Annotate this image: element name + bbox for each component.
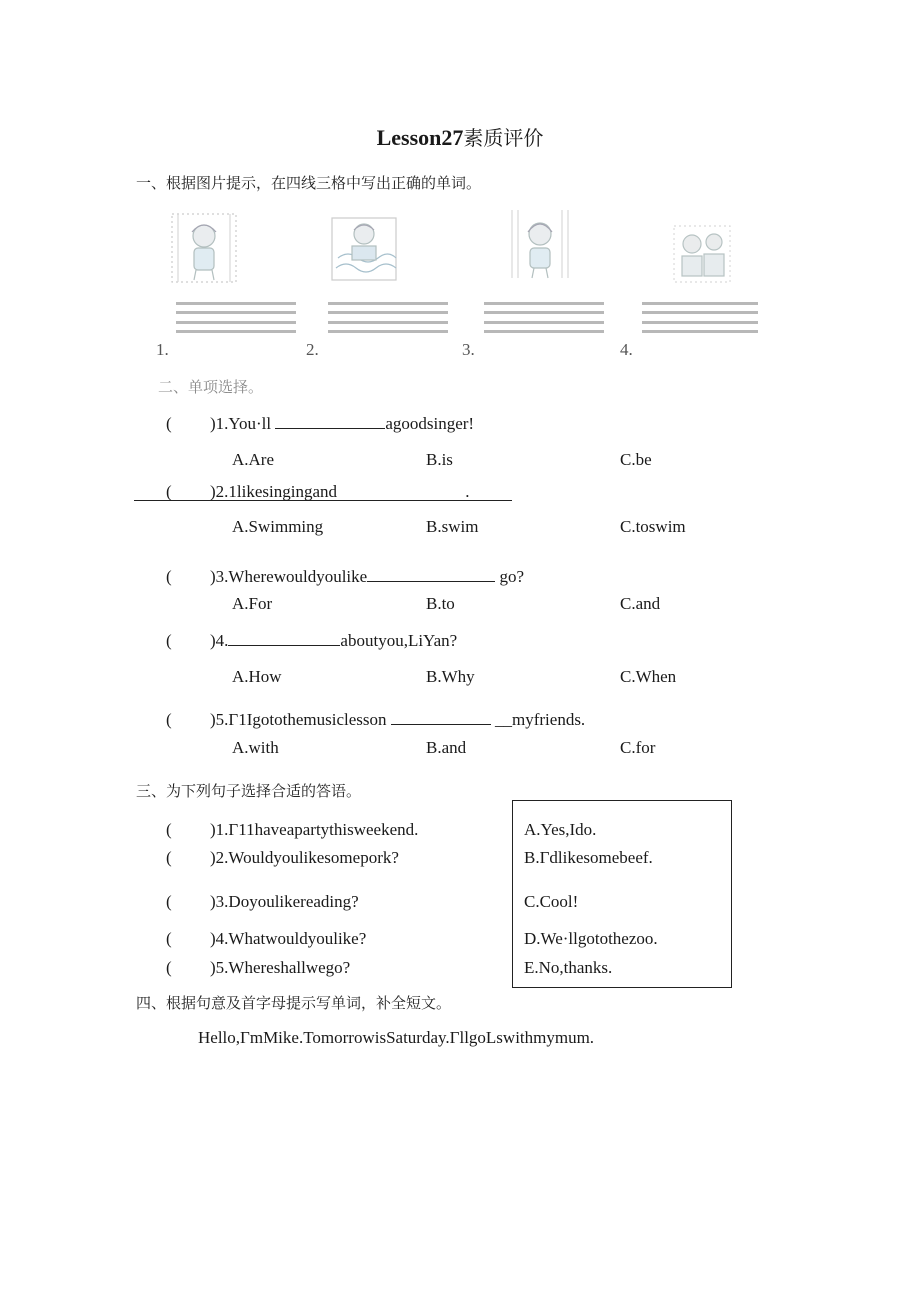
item-number-1: 1.: [156, 340, 169, 359]
answer-paren[interactable]: (: [166, 958, 172, 977]
answer-paren[interactable]: (: [166, 482, 172, 501]
match-question-4: )4.Whatwouldyoulike?: [210, 929, 367, 948]
option-c[interactable]: C.and: [620, 594, 661, 613]
item-number-3: 3.: [462, 340, 475, 359]
match-question-2: )2.Wouldyoulikesomepork?: [210, 848, 399, 867]
question-text-after: go?: [499, 567, 524, 586]
option-b[interactable]: B.swim: [426, 517, 479, 536]
writing-lines-2[interactable]: [328, 302, 448, 339]
option-b[interactable]: B.Why: [426, 667, 475, 686]
fill-blank[interactable]: [367, 580, 495, 582]
answer-choice-c: C.Cool!: [524, 892, 579, 911]
option-c[interactable]: C.toswim: [620, 517, 686, 536]
answer-choice-a: A.Yes,Ido.: [524, 820, 597, 839]
option-a[interactable]: A.with: [232, 738, 279, 757]
item-number-2: 2.: [306, 340, 319, 359]
option-c[interactable]: C.be: [620, 450, 652, 469]
answer-paren[interactable]: (: [166, 414, 172, 433]
match-question-1: )1.Γ11haveapartythisweekend.: [210, 820, 419, 839]
picture-3-reading-girl: [506, 208, 574, 280]
option-b[interactable]: B.and: [426, 738, 467, 757]
option-a[interactable]: A.For: [232, 594, 273, 613]
question-1: [210, 414, 474, 434]
option-a[interactable]: A.Swimming: [232, 517, 324, 536]
question-text: )2.1likesingingand: [210, 482, 338, 501]
fill-blank[interactable]: [275, 427, 385, 429]
option-c[interactable]: C.for: [620, 738, 656, 757]
question-text: )1.You·ll: [210, 414, 272, 433]
answer-paren[interactable]: (: [166, 820, 172, 839]
question-text: )3.Wherewouldyoulike: [210, 567, 368, 586]
answer-choice-d: D.We·llgotothezoo.: [524, 929, 658, 948]
fill-blank[interactable]: [391, 723, 491, 725]
item-number-4: 4.: [620, 340, 633, 359]
question-text-after: agoodsinger!: [385, 414, 475, 433]
option-c[interactable]: C.When: [620, 667, 677, 686]
question-text-after: aboutyou,LiYan?: [340, 631, 458, 650]
match-question-5: )5.Whereshallwego?: [210, 958, 351, 977]
title-en: Lesson27: [376, 125, 464, 150]
question-5: [210, 710, 585, 730]
picture-1-singing-girl: [170, 212, 238, 284]
question-2: [210, 482, 470, 502]
option-a[interactable]: A.Are: [232, 450, 275, 469]
writing-lines-3[interactable]: [484, 302, 604, 339]
answer-paren[interactable]: (: [166, 567, 172, 586]
section3-heading: 三、为下列句子选择合适的答语。: [136, 782, 362, 800]
writing-lines-1[interactable]: [176, 302, 296, 339]
answer-paren[interactable]: (: [166, 892, 172, 911]
answer-paren[interactable]: (: [166, 631, 172, 650]
picture-4-animals: [668, 218, 736, 290]
question-text-after: .: [465, 482, 470, 501]
question-text: )4.: [210, 631, 229, 650]
answer-paren[interactable]: (: [166, 929, 172, 948]
answer-choice-b: B.Γdlikesomebeef.: [524, 848, 653, 867]
section4-heading: 四、根据句意及首字母提示写单词，补全短文。: [136, 994, 452, 1012]
section1-heading: 一、根据图片提示，在四线三格中写出正确的单词。: [136, 174, 482, 192]
page-title: [0, 122, 920, 151]
question-3: [210, 567, 524, 587]
passage-text: Hello,ΓmMike.TomorrowisSaturday.ΓllgoLswithmymum.: [198, 1028, 595, 1047]
question-text-after: __myfriends.: [495, 710, 586, 729]
writing-lines-4[interactable]: [642, 302, 758, 339]
option-a[interactable]: A.How: [232, 667, 282, 686]
option-b[interactable]: B.is: [426, 450, 453, 469]
option-b[interactable]: B.to: [426, 594, 455, 613]
answer-paren[interactable]: (: [166, 848, 172, 867]
question-4: [210, 631, 457, 651]
section2-heading: 二、单项选择。: [158, 378, 264, 396]
match-question-3: )3.Doyoulikereading?: [210, 892, 359, 911]
picture-2-swimming-boy: [330, 212, 398, 284]
answer-paren[interactable]: (: [166, 710, 172, 729]
title-cn: 素质评价: [463, 126, 544, 150]
fill-blank[interactable]: [228, 644, 340, 646]
question-text: )5.Γ1Igotothemusiclesson: [210, 710, 387, 729]
answer-choice-e: E.No,thanks.: [524, 958, 613, 977]
